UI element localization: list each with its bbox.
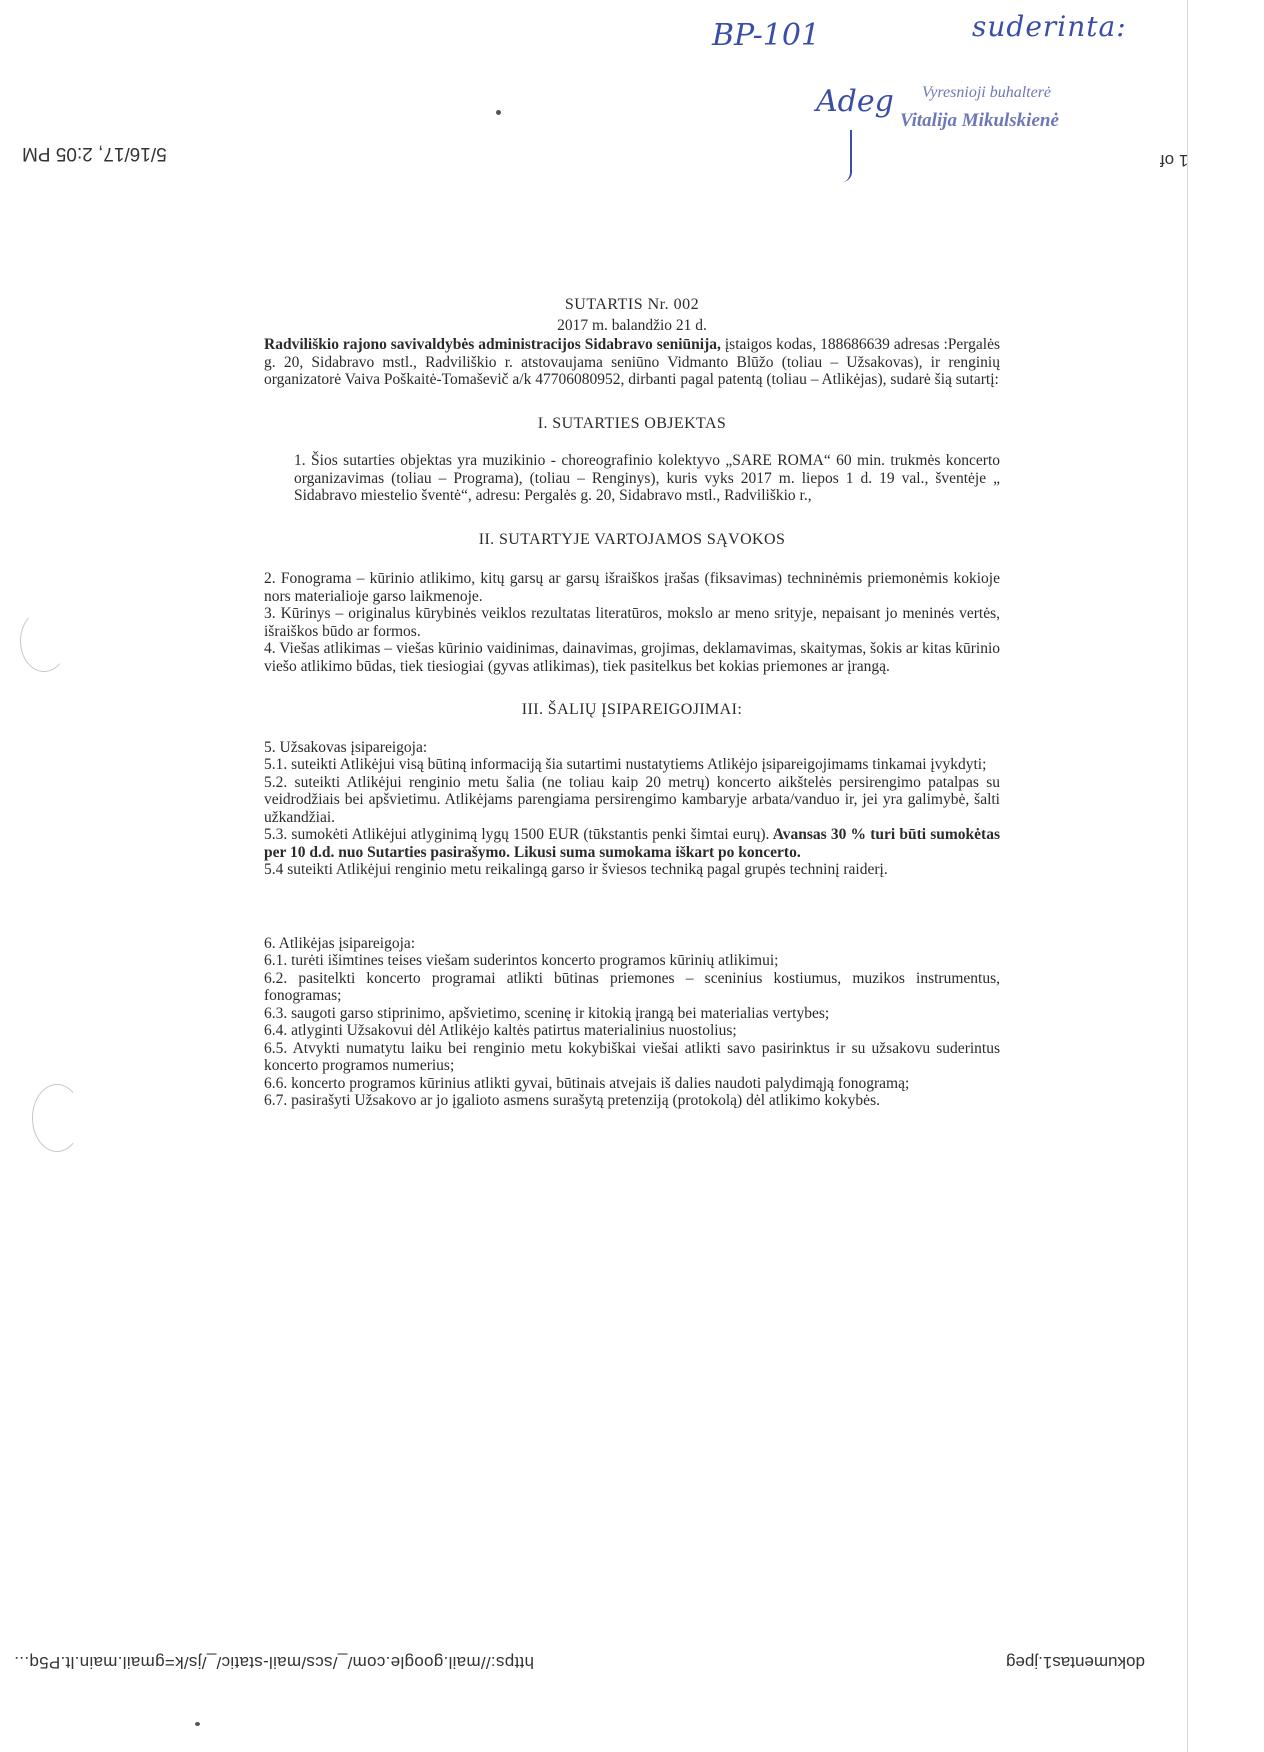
punch-hole-mark	[20, 610, 68, 672]
performer-obligations	[264, 935, 1000, 1110]
performer-obligations-intro: 6. Atlikėjas įsipareigoja:	[264, 934, 416, 952]
print-url: https://mail.google.com/_/scs/mail-static/_/js/k=gmail.main.lt.P5q...	[14, 1653, 535, 1672]
obligation-item: 5.4 suteikti Atlikėjui renginio metu reikalingą garso ir šviesos techniką pagal grupės techninį raiderį.	[264, 861, 888, 878]
definition-item: 2. Fonograma – kūrinio atlikimo, kitų garsų ar garsų išraiškos įrašas (fiksavimas) techninėmis priemonėmis kokioje nors materialioje garso laikmenoje.	[264, 570, 1000, 605]
definition-item: 4. Viešas atlikimas – viešas kūrinio vaidinimas, dainavimas, grojimas, deklamavimas, skaitymas, šokis ar kitas kūrinio viešo atlikimo būdas, tiek tiesiogiai (gyvas atlikimas), tiek pasitelkus bet kokias priemones ar įrangą.	[264, 640, 1000, 675]
print-page-number: 1 of	[1160, 151, 1189, 170]
handwritten-doc-code: BP-101	[712, 18, 820, 53]
stamp-name: Vitalija Mikulskienė	[900, 110, 1059, 131]
contract-body	[264, 296, 1000, 1110]
speck	[195, 1722, 200, 1726]
parties-lead: Radviliškio rajono savivaldybės administracijos Sidabravo seniūnija,	[264, 336, 721, 353]
page-edge-line	[1187, 0, 1188, 1752]
section-1-item: 1. Šios sutarties objektas yra muzikinio - choreografinio kolektyvo „SARE ROMA“ 60 min. trukmės koncerto organizavimas (toliau – Programa), (toliau – Renginys), kuris vyks 2017 m. liepos 1 d. 19 val., šventėje „ Sidabravo miestelio šventė“, adresu: Pergalės g. 20, Sidabravo mstl., Radviliškio r.,	[294, 452, 1000, 504]
client-obligations-intro: 5. Užsakovas įsipareigoja:	[264, 738, 428, 756]
obligation-item: 6.7. pasirašyti Užsakovo ar jo įgalioto asmens surašytą pretenziją (protokolą) dėl atlikimo kokybės.	[264, 1092, 880, 1109]
section-2-items	[264, 570, 1000, 675]
parties-text: įstaigos kodas, 188686639 adresas :Pergalės g. 20, Sidabravo mstl., Radviliškio r. atstovaujama seniūno Vidmanto Blūžo (toliau – Užsakovas), ir renginių organizatorė Vaiva Poškaitė-Tomaševič a/k 47706080952, dirbanti pagal patentą (toliau – Atlikėjas), sudarė šią sutartį:	[264, 336, 1000, 388]
obligation-item: 6.5. Atvykti numatytu laiku bei renginio metu kokybiškai viešai atlikti savo pasirinktus ir su užsakovu suderintus koncerto programos numerius;	[264, 1039, 1000, 1074]
stamp-role: Vyresnioji buhalterė	[922, 84, 1052, 101]
obligation-item: 5.2. suteikti Atlikėjui renginio metu šalia (ne toliau kaip 20 metrų) koncerto aikštelės persirengimo patalpas su veidrodžiais bei apšvietimu. Atlikėjams parengiama persirengimo kambaryje arbata/vanduo ir, jei yra galimybė, šalti užkandžiai.	[264, 773, 1000, 826]
handwritten-approval-note: suderinta:	[972, 10, 1127, 43]
section-2-heading: II. SUTARTYJE VARTOJAMOS SĄVOKOS	[478, 530, 786, 548]
obligation-item: 6.6. koncerto programos kūrinius atlikti gyvai, būtinais atvejais iš dalies naudoti palydimąją fonogramą;	[264, 1074, 910, 1092]
client-obligations	[264, 739, 1000, 879]
punch-hole-mark	[32, 1084, 82, 1152]
obligation-item: 6.4. atlyginti Užsakovui dėl Atlikėjo kaltės patirtus materialinius nuostolius;	[264, 1022, 737, 1039]
contract-title: SUTARTIS Nr. 002	[564, 296, 700, 313]
payment-terms: Avansas 30 % turi būti sumokėtas per 10 d.d. nuo Sutarties pasirašymo. Likusi suma sumokama iškart po koncerto.	[264, 826, 1000, 861]
print-timestamp: 5/16/17, 2:05 PM	[22, 143, 167, 164]
contract-date: 2017 m. balandžio 21 d.	[557, 316, 707, 334]
payment-amount: 5.3. sumokėti Atlikėjui atlyginimą lygų 1500 EUR (tūkstantis penki šimtai eurų).	[264, 826, 770, 843]
section-1-heading: I. SUTARTIES OBJEKTAS	[537, 414, 727, 432]
signature: Adeg	[816, 84, 894, 119]
section-3-heading: III. ŠALIŲ ĮSIPAREIGOJIMAI:	[521, 701, 743, 718]
payment-item	[264, 826, 1000, 861]
obligation-item: 6.1. turėti išimtines teises viešam suderintos koncerto programos kūrinių atlikimui;	[264, 952, 779, 969]
contract-parties	[264, 336, 1000, 389]
signature-stroke	[842, 130, 852, 182]
definition-item: 3. Kūrinys – originalus kūrybinės veiklos rezultatas literatūros, mokslo ar meno srityje, nepaisant jo meninės vertės, išraiškos būdo ar formos.	[264, 605, 1000, 640]
obligation-item: 6.3. saugoti garso stiprinimo, apšvietimo, sceninę ir kitokią įrangą bei materialias vertybes;	[264, 1004, 830, 1022]
speck	[496, 110, 501, 115]
print-filename: dokumentas1.jpeg	[1006, 1653, 1145, 1672]
obligation-item: 5.1. suteikti Atlikėjui visą būtiną informaciją šia sutartimi nustatytiems Atlikėjo įsipareigojimams tinkamai įvykdyti;	[264, 756, 987, 773]
obligation-item: 6.2. pasitelkti koncerto programai atlikti būtinas priemones – sceninius kostiumus, muzikos instrumentus, fonogramas;	[264, 969, 1000, 1004]
